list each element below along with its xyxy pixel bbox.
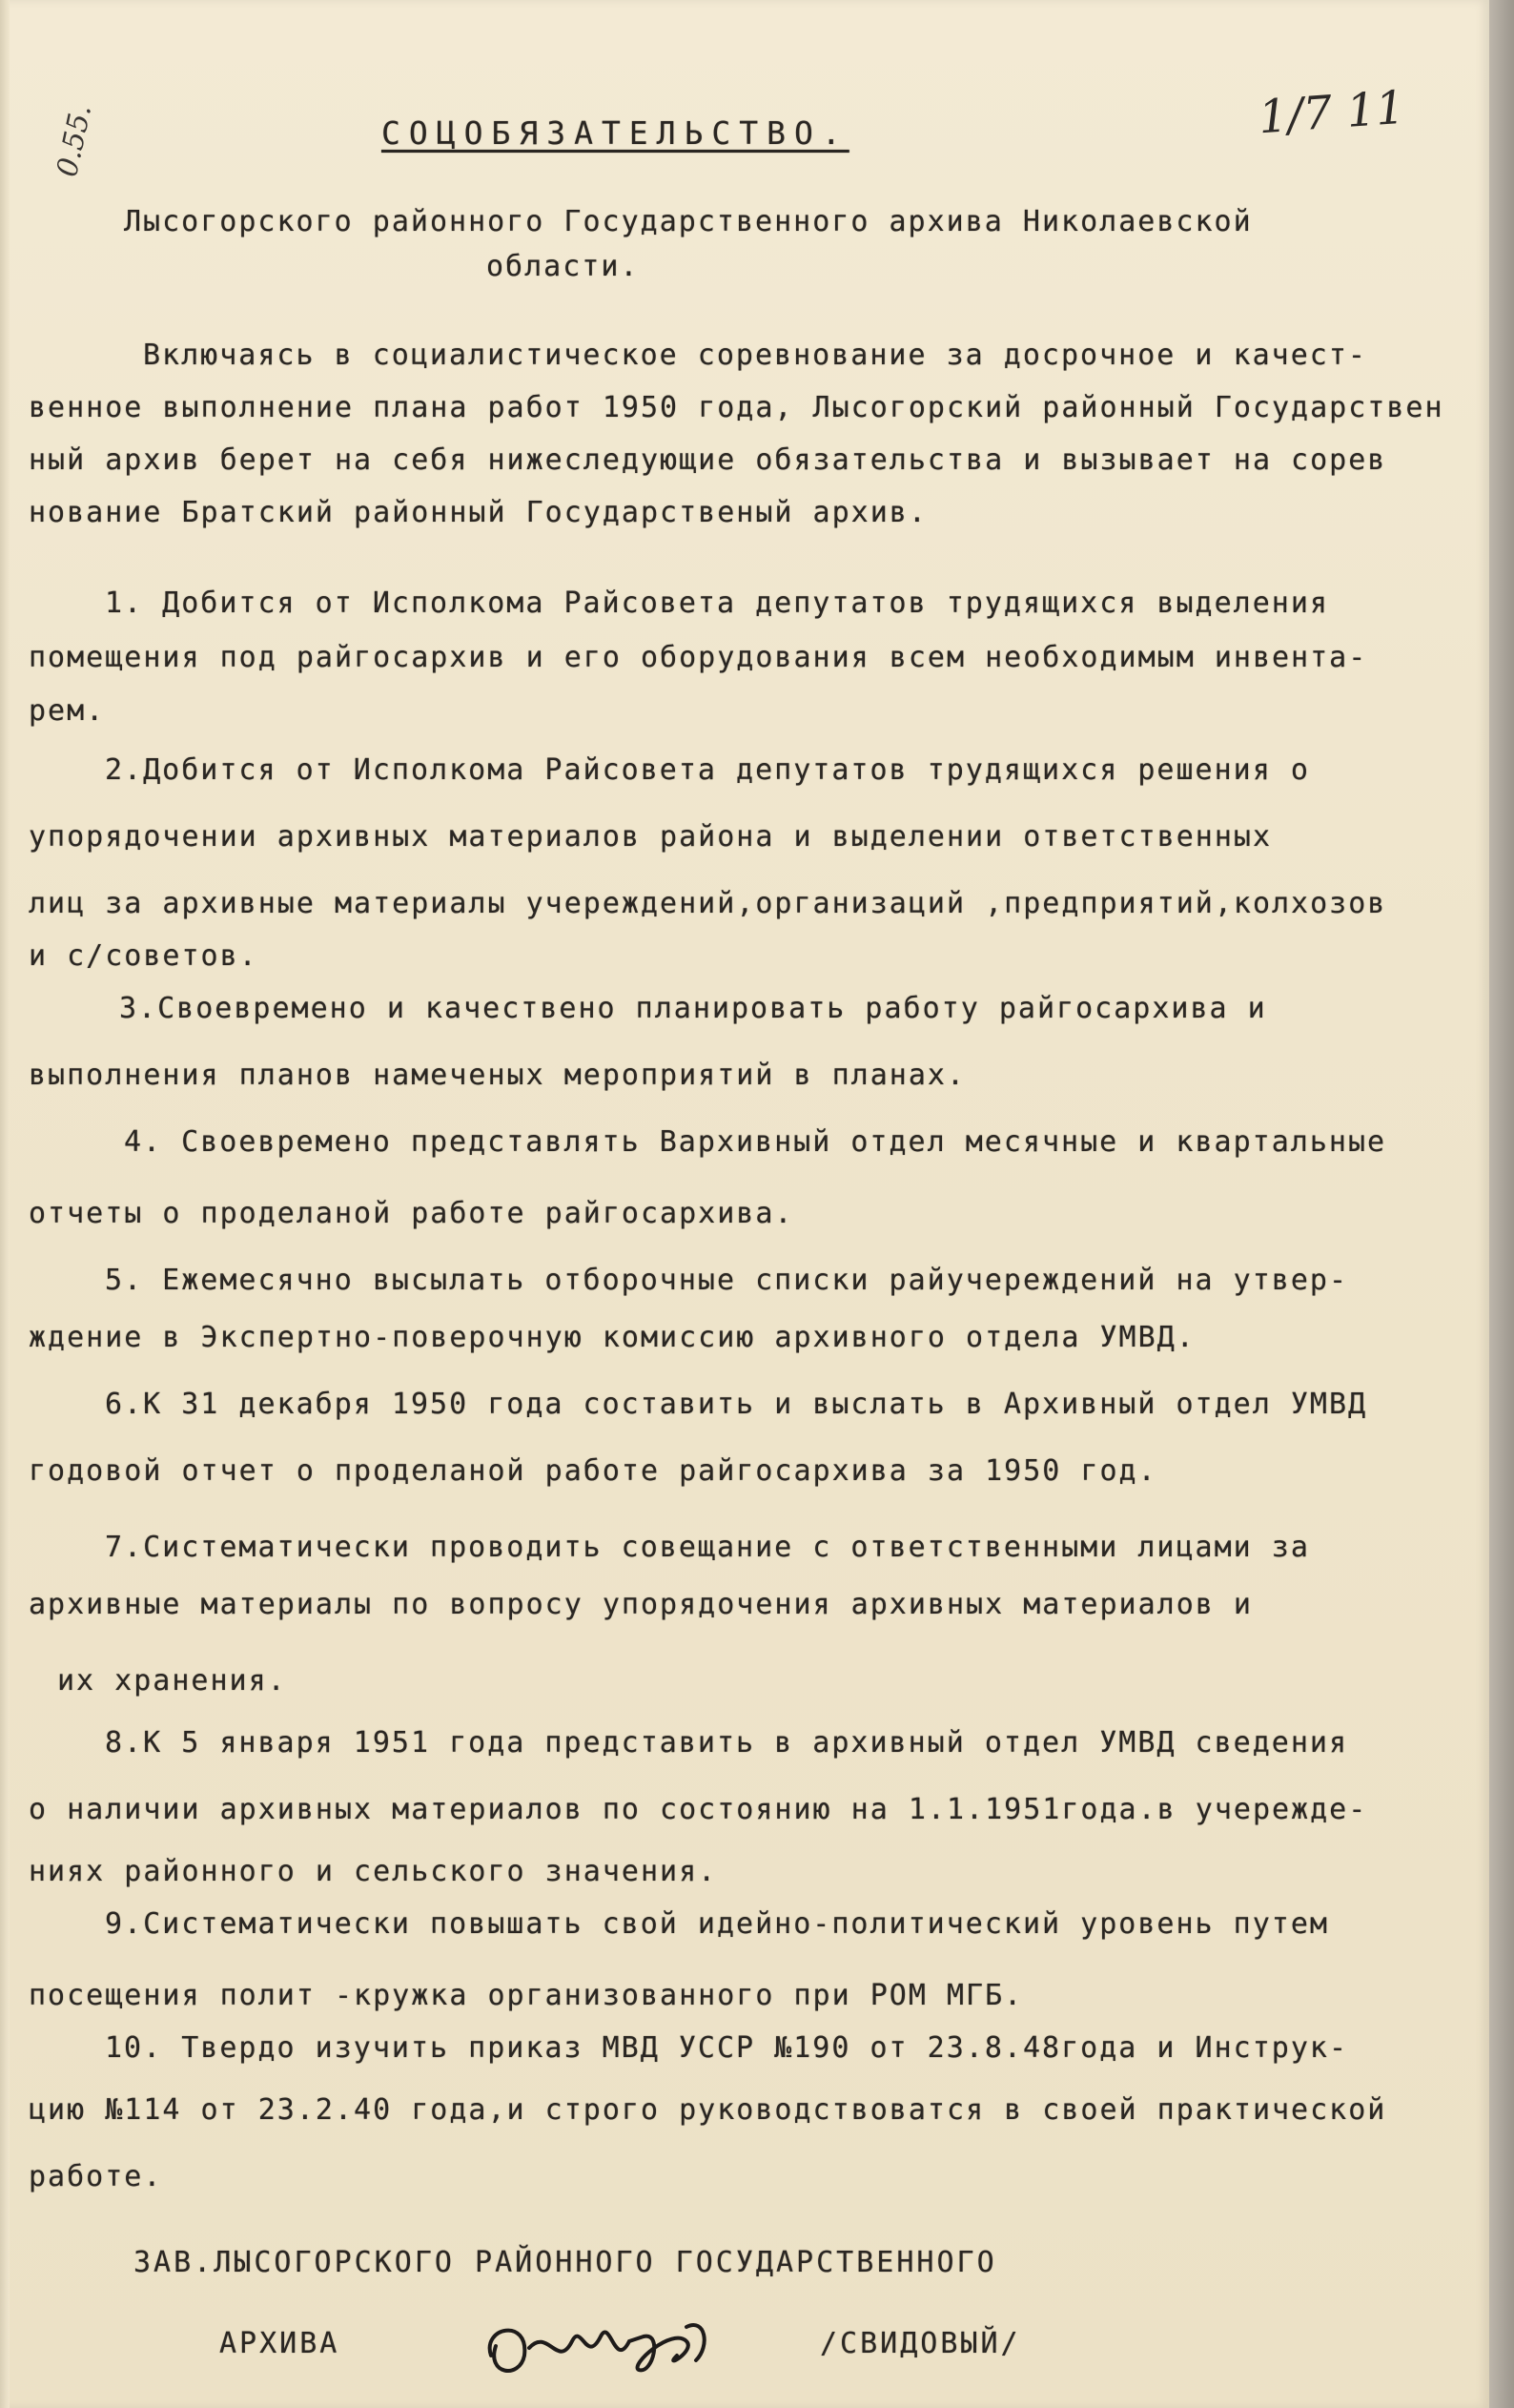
- subtitle-line-1: Лысогорского районного Государственного архива Николаевской: [124, 205, 1253, 238]
- intro-line: Включаясь в социалистическое соревнование за досрочное и качест-: [143, 339, 1367, 372]
- item-3-line: выполнения планов намеченых мероприятий в планах.: [29, 1059, 967, 1092]
- item-1-line: рем.: [29, 694, 106, 728]
- item-5-line: 5. Ежемесячно высылать отборочные списки райучереждений на утвер-: [105, 1264, 1348, 1297]
- signature-title-line-2: АРХИВА: [219, 2327, 340, 2360]
- item-6-line: годовой отчет о проделаной работе райгосархива за 1950 год.: [29, 1454, 1157, 1488]
- intro-line: нование Братский районный Государственый архив.: [29, 496, 928, 529]
- signatory-name: /СВИДОВЫЙ/: [820, 2327, 1021, 2360]
- item-1-line: помещения под райгосархив и его оборудования всем необходимым инвента-: [29, 641, 1368, 674]
- item-8-line: 8.К 5 января 1951 года представить в архивный отдел УМВД сведения: [105, 1726, 1348, 1760]
- item-2-line: и с/советов.: [29, 939, 258, 973]
- item-8-line: ниях районного и сельского значения.: [29, 1855, 718, 1888]
- item-3-line: 3.Своевремено и качествено планировать работу райгосархива и: [119, 992, 1267, 1025]
- document-title: СОЦОБЯЗАТЕЛЬСТВО.: [381, 114, 849, 152]
- margin-handwritten-note: 0.55.: [51, 101, 99, 180]
- item-9-line: 9.Систематически повышать свой идейно-политический уровень путем: [105, 1907, 1329, 1941]
- page-edge-shadow: [1489, 0, 1514, 2408]
- item-10-line: цию №114 от 23.2.40 года,и строго руководствоватся в своей практической: [29, 2093, 1387, 2127]
- item-5-line: ждение в Экспертно-поверочную комиссию архивного отдела УМВД.: [29, 1321, 1196, 1354]
- signature-title-line-1: ЗАВ.ЛЫСОГОРСКОГО РАЙОННОГО ГОСУДАРСТВЕННОГО: [133, 2246, 997, 2279]
- archive-page-number: 1/7 11: [1257, 80, 1407, 145]
- item-9-line: посещения полит -кружка организованного при РОМ МГБ.: [29, 1979, 1024, 2012]
- item-4-line: отчеты о проделаной работе райгосархива.: [29, 1197, 794, 1230]
- item-2-line: лиц за архивные материалы учереждений,организаций ,предприятий,колхозов: [29, 887, 1387, 920]
- item-7-line: их хранения.: [57, 1664, 287, 1698]
- item-8-line: о наличии архивных материалов по состоянию на 1.1.1951года.в учережде-: [29, 1793, 1368, 1826]
- item-10-line: работе.: [29, 2160, 163, 2193]
- item-2-line: 2.Добится от Исполкома Райсовета депутатов трудящихся решения о: [105, 753, 1310, 787]
- binding-edge: [0, 0, 10, 2408]
- handwritten-signature: [472, 2289, 739, 2394]
- item-4-line: 4. Своевремено представлять Вархивный отдел месячные и квартальные: [124, 1125, 1387, 1159]
- item-7-line: архивные материалы по вопросу упорядочения архивных материалов и: [29, 1588, 1253, 1621]
- item-1-line: 1. Добится от Исполкома Райсовета депутатов трудящихся выделения: [105, 587, 1329, 620]
- item-6-line: 6.К 31 декабря 1950 года составить и выслать в Архивный отдел УМВД: [105, 1388, 1368, 1421]
- intro-line: венное выполнение плана работ 1950 года, Лысогорский районный Государствен: [29, 391, 1444, 424]
- subtitle-line-2: области.: [486, 250, 640, 283]
- item-2-line: упорядочении архивных материалов района и выделении ответственных: [29, 820, 1272, 854]
- item-10-line: 10. Твердо изучить приказ МВД УССР №190 от 23.8.48года и Инструк-: [105, 2031, 1348, 2065]
- item-7-line: 7.Систематически проводить совещание с ответственными лицами за: [105, 1531, 1310, 1564]
- intro-line: ный архив берет на себя нижеследующие обязательства и вызывает на сорев: [29, 443, 1387, 477]
